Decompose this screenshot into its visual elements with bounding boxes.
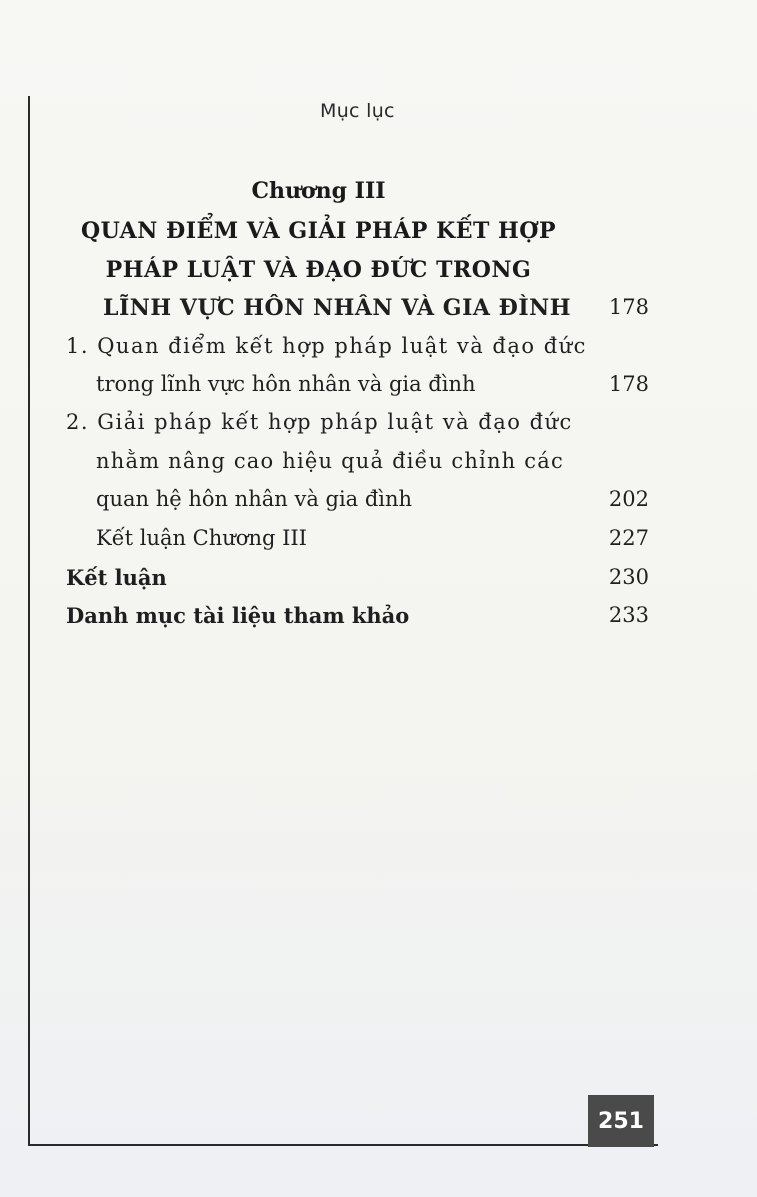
page-number-badge: 251: [588, 1095, 654, 1147]
toc-entry: [0, 487, 757, 517]
chapter-title-line-1: QUAN ĐIỂM VÀ GIẢI PHÁP KẾT HỢP: [80, 218, 556, 244]
chapter-title-line-3: LĨNH VỰC HÔN NHÂN VÀ GIA ĐÌNH: [103, 295, 572, 321]
toc-entry: [0, 410, 757, 440]
toc-entry-text: 2. Giải pháp kết hợp pháp luật và đạo đức: [66, 410, 573, 434]
chapter-label: Chương III: [251, 178, 386, 204]
running-header: Mục lục: [320, 100, 395, 122]
toc-entry-text: trong lĩnh vực hôn nhân và gia đình: [96, 372, 476, 396]
chapter-page-number: 178: [608, 295, 649, 319]
toc-entry-text: Kết luận Chương III: [96, 526, 307, 550]
toc-entry-page: 227: [608, 526, 649, 550]
chapter-title-line-2: PHÁP LUẬT VÀ ĐẠO ĐỨC TRONG: [105, 257, 532, 283]
toc-closing-entry: [0, 603, 757, 633]
toc-closing-page: 233: [608, 603, 649, 627]
toc-entry-text: quan hệ hôn nhân và gia đình: [96, 487, 413, 511]
toc-closing-entry: [0, 565, 757, 595]
toc-entry-text: nhằm nâng cao hiệu quả điều chỉnh các: [96, 449, 564, 473]
toc-entry: [0, 526, 757, 556]
toc-entry: [0, 334, 757, 364]
toc-entry-page: 202: [608, 487, 649, 511]
toc-closing-page: 230: [608, 565, 649, 589]
toc-entry-text: 1. Quan điểm kết hợp pháp luật và đạo đức: [66, 334, 587, 358]
toc-closing-text: Danh mục tài liệu tham khảo: [66, 603, 410, 628]
bottom-rule: [28, 1144, 658, 1146]
toc-entry-page: 178: [608, 372, 649, 396]
toc-chapter-row: [0, 295, 757, 325]
toc-closing-text: Kết luận: [66, 565, 167, 590]
toc-entry: [0, 372, 757, 402]
toc-entry: [0, 449, 757, 479]
